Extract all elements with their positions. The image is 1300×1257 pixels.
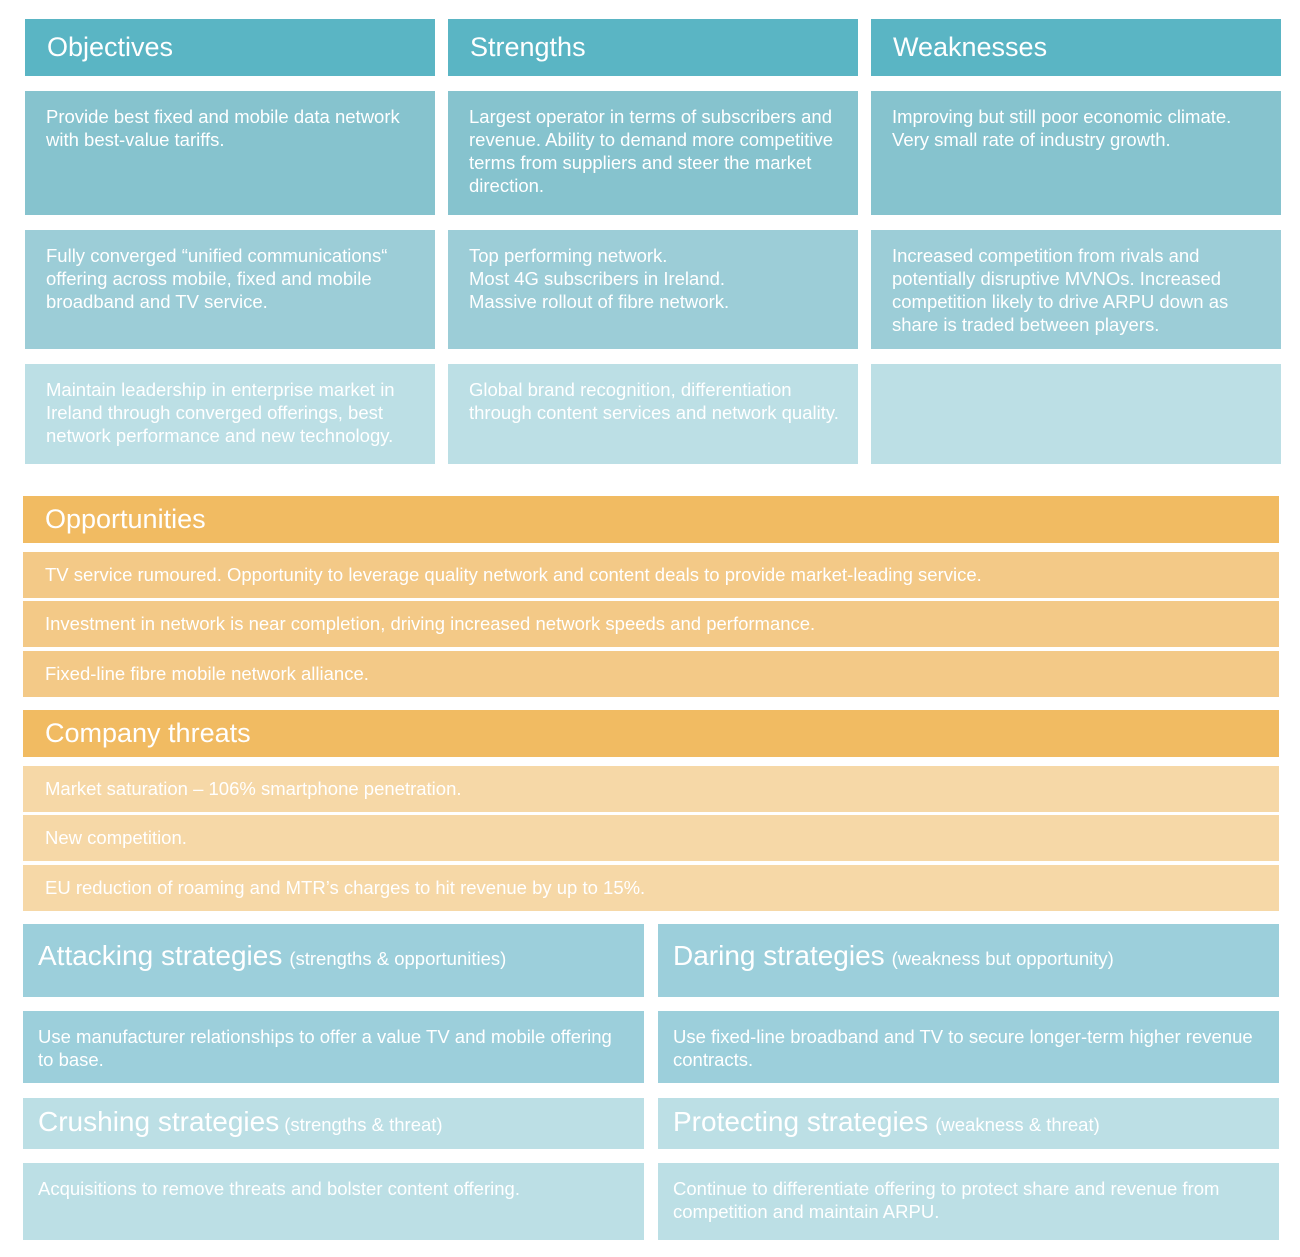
attacking-strategies-text: Use manufacturer relationships to offer a value TV and mobile offering to base. [23,1011,644,1083]
objectives-title: Objectives [47,32,174,62]
opportunities-title: Opportunities [45,504,206,534]
strengths-title: Strengths [470,32,586,62]
strengths-header [448,19,858,76]
opportunities-header [23,496,1279,543]
objectives-cell-3: Maintain leadership in enterprise market in Ireland through converged offerings, best network performance and new technology. [25,364,435,464]
attacking-strategies-title: Attacking strategies [38,940,283,971]
protecting-strategies-subtitle: (weakness & threat) [935,1114,1100,1135]
objectives-header [25,19,435,76]
protecting-strategies-header [658,1098,1279,1149]
crushing-strategies-subtitle: (strengths & threat) [284,1114,443,1135]
objectives-cell-1: Provide best fixed and mobile data network with best-value tariffs. [25,91,435,215]
weaknesses-title: Weaknesses [893,32,1048,62]
threats-header [23,710,1279,757]
protecting-strategies-title: Protecting strategies [673,1106,929,1137]
weaknesses-cell-3 [871,364,1281,464]
threat-row-1: Market saturation – 106% smartphone penetration. [23,766,1279,812]
strengths-cell-2: Top performing network. Most 4G subscribers in Ireland. Massive rollout of fibre network. [448,230,858,349]
objectives-cell-2: Fully converged “unified communications“ offering across mobile, fixed and mobile broadband and TV service. [25,230,435,349]
daring-strategies-header [658,924,1279,997]
crushing-strategies-header [23,1098,644,1149]
daring-strategies-subtitle: (weakness but opportunity) [891,948,1114,969]
weaknesses-header [871,19,1281,76]
threat-row-2: New competition. [23,815,1279,861]
attacking-strategies-header [23,924,644,997]
weaknesses-cell-2: Increased competition from rivals and potentially disruptive MVNOs. Increased competition likely to drive ARPU down as share is traded between players. [871,230,1281,349]
crushing-strategies-title: Crushing strategies [38,1106,280,1137]
opportunity-row-2: Investment in network is near completion, driving increased network speeds and performance. [23,601,1279,647]
daring-strategies-text: Use fixed-line broadband and TV to secure longer-term higher revenue contracts. [658,1011,1279,1083]
strengths-cell-3: Global brand recognition, differentiation through content services and network quality. [448,364,858,464]
attacking-strategies-subtitle: (strengths & opportunities) [289,948,507,969]
threat-row-3: EU reduction of roaming and MTR’s charges to hit revenue by up to 15%. [23,865,1279,911]
daring-strategies-title: Daring strategies [673,940,885,971]
weaknesses-cell-1: Improving but still poor economic climate. Very small rate of industry growth. [871,91,1281,215]
strengths-cell-1: Largest operator in terms of subscribers and revenue. Ability to demand more competitive terms from suppliers and steer the market direction. [448,91,858,215]
opportunity-row-1: TV service rumoured. Opportunity to leverage quality network and content deals to provide market-leading service. [23,552,1279,598]
crushing-strategies-text: Acquisitions to remove threats and bolster content offering. [23,1163,644,1240]
threats-title: Company threats [45,718,251,748]
protecting-strategies-text: Continue to differentiate offering to protect share and revenue from competition and maintain ARPU. [658,1163,1279,1240]
opportunity-row-3: Fixed-line fibre mobile network alliance. [23,651,1279,697]
